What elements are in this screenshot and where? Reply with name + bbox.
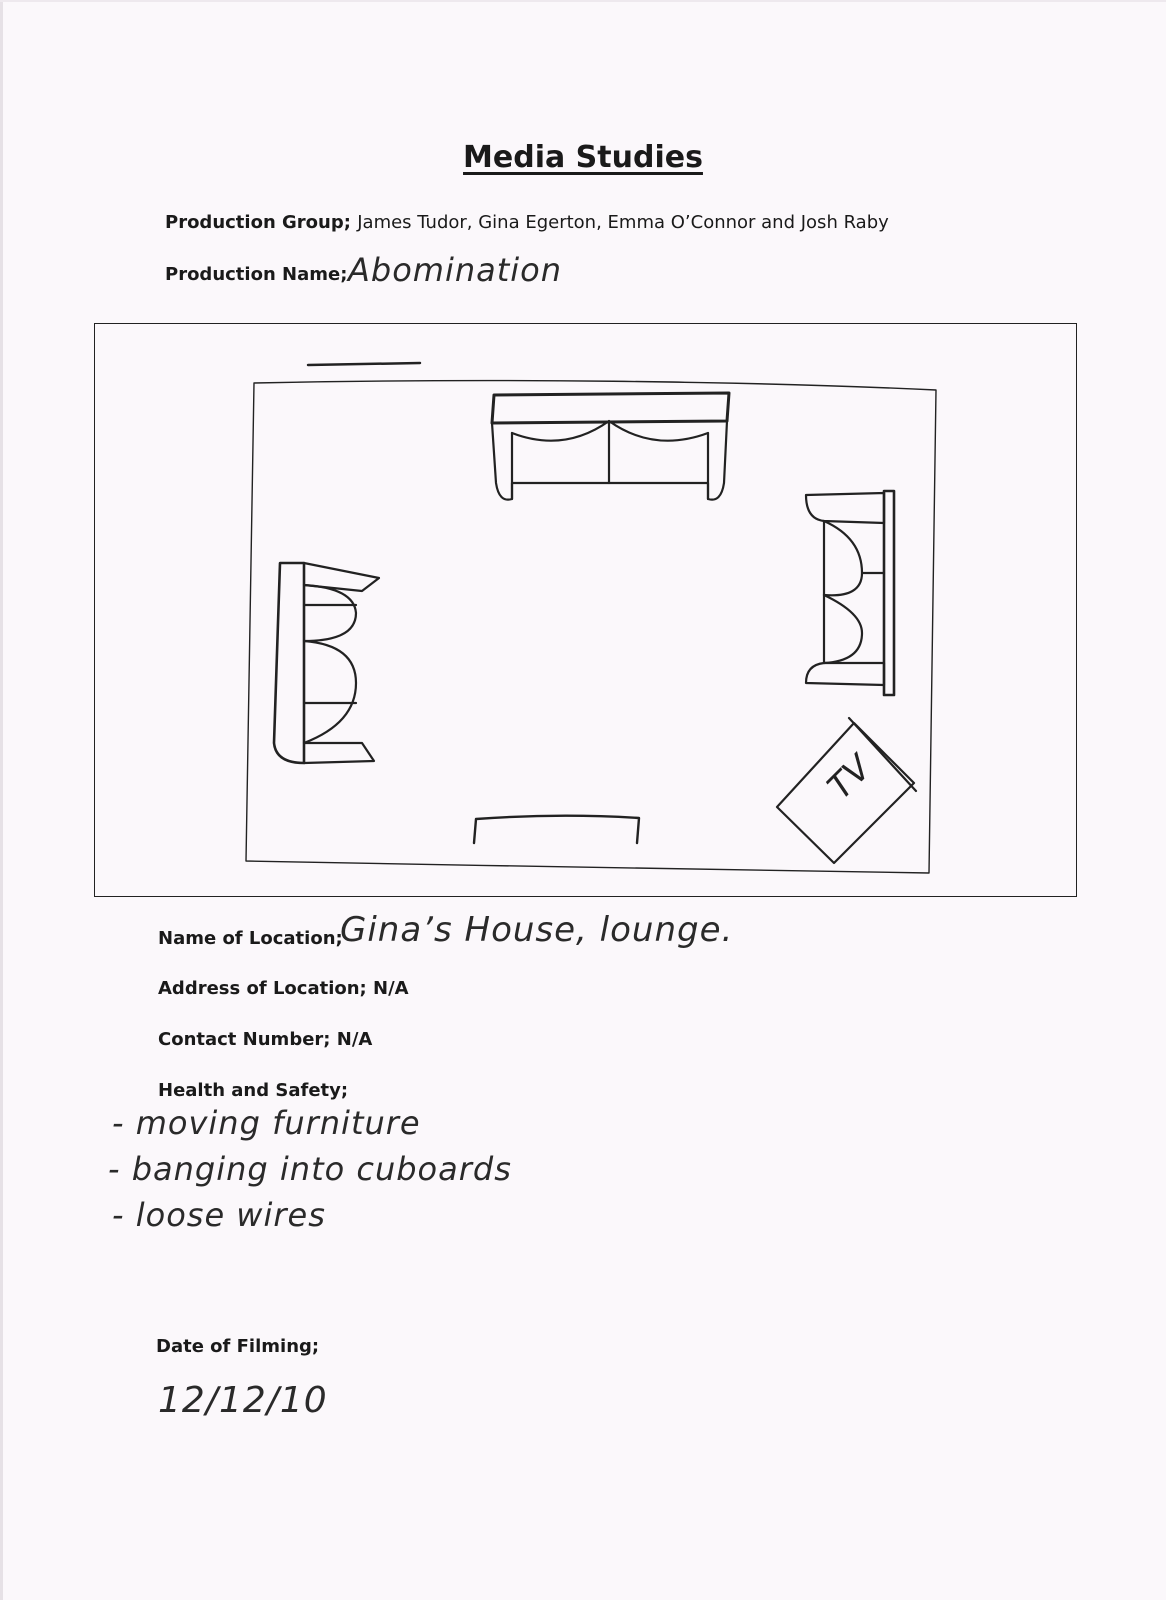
address-row — [158, 978, 409, 999]
sofa-right — [806, 491, 894, 695]
production-group-label: Production Group; — [165, 212, 351, 233]
production-name-value: Abomination — [348, 251, 563, 289]
address-label: Address of Location; — [158, 978, 367, 999]
location-name-value: Gina’s House, lounge. — [340, 910, 734, 950]
contact-label: Contact Number; — [158, 1029, 331, 1050]
scan-edge — [0, 0, 3, 1600]
production-group-value: James Tudor, Gina Egerton, Emma O’Connor and Josh Raby — [357, 212, 889, 233]
contact-value: N/A — [336, 1029, 373, 1050]
page-title: Media Studies — [463, 140, 703, 175]
tv-label: TV — [820, 747, 880, 808]
sofa-left — [274, 563, 379, 763]
bottom-cabinet — [474, 816, 639, 843]
health-safety-item: - loose wires — [112, 1196, 326, 1234]
floor-plan-drawing — [94, 323, 1077, 897]
filming-date-label: Date of Filming; — [156, 1336, 320, 1357]
sofa-top — [492, 393, 729, 500]
pencil-mark — [308, 363, 420, 365]
health-safety-item: - moving furniture — [112, 1104, 421, 1142]
production-group-row — [165, 212, 889, 233]
health-safety-label: Health and Safety; — [158, 1080, 349, 1101]
production-name-label: Production Name; — [165, 264, 348, 285]
location-name-label: Name of Location; — [158, 928, 343, 949]
room-outline — [246, 381, 936, 873]
health-safety-item: - banging into cuboards — [108, 1150, 512, 1188]
address-value: N/A — [373, 978, 409, 999]
scan-edge-top — [0, 0, 1166, 2]
filming-date-value: 12/12/10 — [158, 1380, 328, 1421]
contact-row — [158, 1029, 372, 1050]
